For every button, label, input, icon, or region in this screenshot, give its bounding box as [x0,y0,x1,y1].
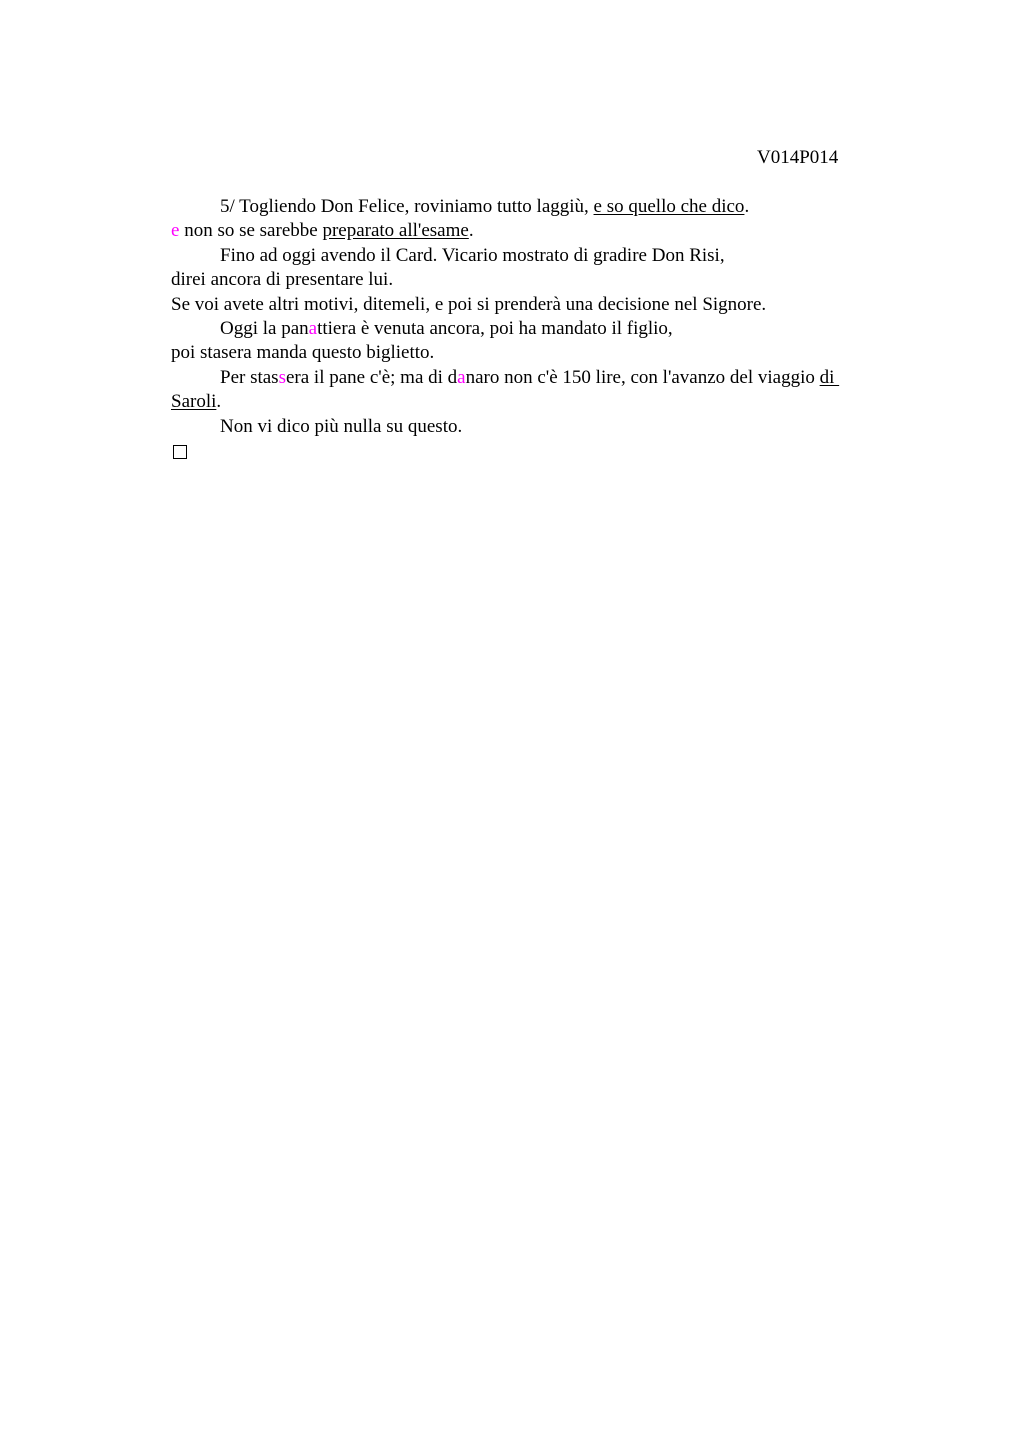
paragraph-line-2 [171,219,901,243]
paragraph-line-1 [171,195,901,219]
empty-square-icon [173,445,187,459]
page-id: V014P014 [757,147,839,168]
letter-body [171,195,901,463]
paragraph-line-7: poi stasera manda questo biglietto. [171,342,435,364]
text-run: ttiera è venuta ancora, poi ha mandato il figlio, [317,317,673,339]
paragraph-line-6 [171,317,901,341]
underlined-text: e so quello che dico [593,196,745,217]
underlined-text: di [819,366,840,388]
highlighted-letter: a [308,317,318,339]
paragraph-line-9 [171,390,901,414]
text-run: naro non c'è 150 lire, con l'avanzo del viaggio [465,366,820,388]
text-run: 5/ Togliendo Don Felice, roviniamo tutto laggiù, [220,196,594,217]
paragraph-line-8 [171,366,901,390]
text-run: Per stas [220,366,279,388]
text-run: . [744,196,750,217]
highlighted-letter: e [171,220,180,242]
paragraph-line-10: Non vi dico più nulla su questo. [220,415,463,437]
text-run: non so se sarebbe [179,220,323,242]
end-marker [171,439,901,463]
underlined-text: preparato all'esame [322,220,469,242]
paragraph-line-3: Fino ad oggi avendo il Card. Vicario mostrato di gradire Don Risi, [220,244,725,266]
paragraph-line-4: direi ancora di presentare lui. [171,269,394,291]
text-run: . [468,220,474,242]
text-run: Oggi la pan [220,317,309,339]
text-run: . [216,391,222,413]
paragraph-line-5: Se voi avete altri motivi, ditemeli, e poi si prenderà una decisione nel Signore. [171,293,767,315]
highlighted-letter: s [278,366,286,388]
highlighted-letter: a [457,366,466,388]
text-run: era il pane c'è; ma di d [285,366,458,388]
underlined-text: Saroli [171,391,217,413]
